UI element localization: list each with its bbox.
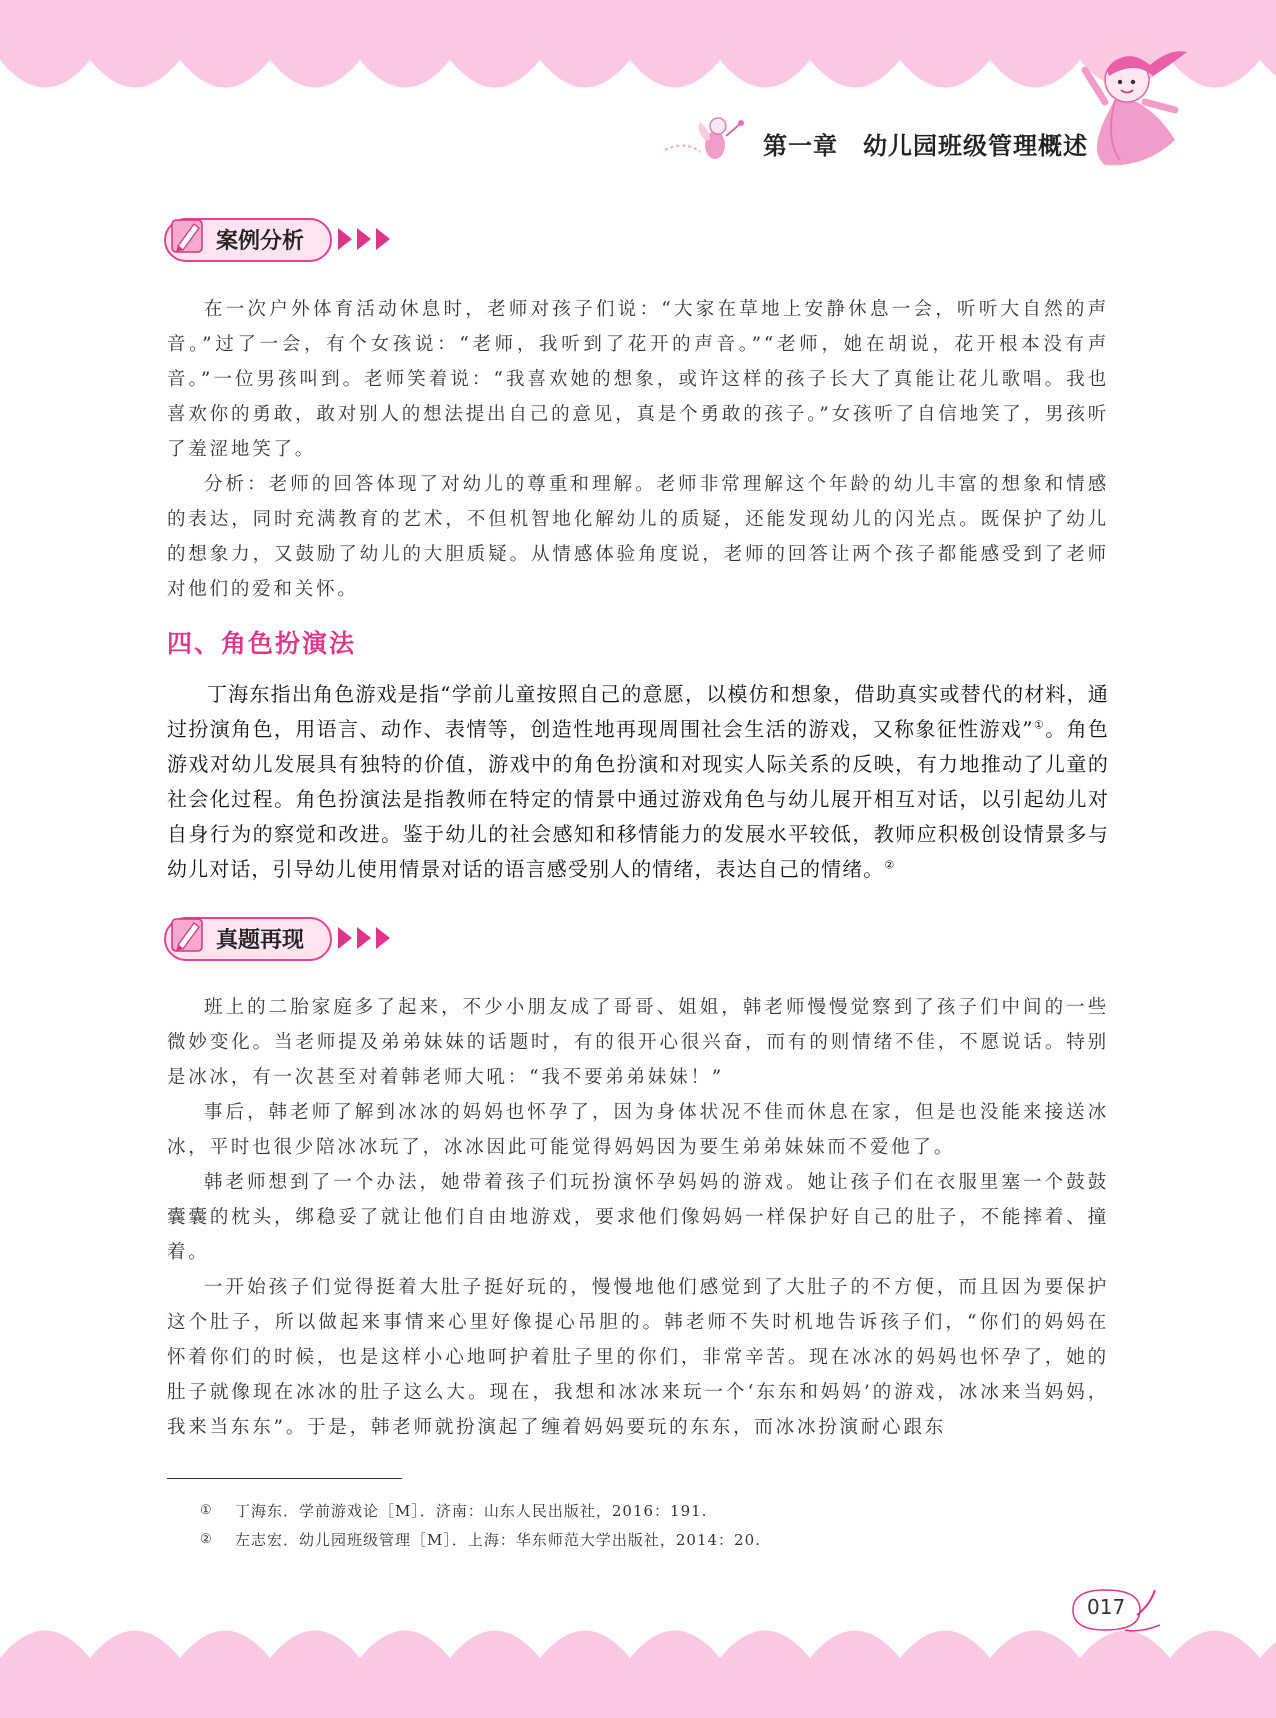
footnote-mark: ② [200, 1532, 213, 1547]
section-heading-role-play: 四、角色扮演法 [167, 629, 357, 658]
exam-question-text [167, 990, 1109, 1445]
footnote-divider [167, 1478, 402, 1479]
triple-arrow-icon [338, 226, 392, 252]
exam-paragraph: 事后，韩老师了解到冰冰的妈妈也怀孕了，因为身体状况不佳而休息在家，但是也没能来接送冰冰，平时也很少陪冰冰玩了，冰冰因此可能觉得妈妈因为要生弟弟妹妹而不爱他了。 [167, 1102, 1109, 1158]
footnote-ref-1[interactable]: ① [1033, 718, 1046, 732]
footnote-mark: ① [200, 1503, 213, 1518]
case-analysis-badge [164, 218, 414, 264]
role-play-text [167, 677, 1109, 887]
badge-label: 真题再现 [216, 928, 305, 953]
footnote-item [200, 1529, 1000, 1558]
role-play-text-part1: 丁海东指出角色游戏是指“学前儿童按照自己的意愿，以模仿和想象，借助真实或替代的材料，通过扮演角色，用语言、动作、表情等，创造性地再现周围社会生活的游戏，又称象征性游戏” [167, 682, 1109, 741]
exam-paragraph: 韩老师想到了一个办法，她带着孩子们玩扮演怀孕妈妈的游戏。她让孩子们在衣服里塞一个鼓鼓囊囊的枕头，绑稳妥了就让他们自由地游戏，要求他们像妈妈一样保护好自己的肚子，不能摔着、撞着。 [167, 1172, 1109, 1263]
chapter-title: 第一章 幼儿园班级管理概述 [763, 132, 1088, 160]
analysis-paragraph: 分析：老师的回答体现了对幼儿的尊重和理解。老师非常理解这个年龄的幼儿丰富的想象和情感的表达，同时充满教育的艺术，不但机智地化解幼儿的质疑，还能发现幼儿的闪光点。既保护了幼儿的想象力，又鼓励了幼儿的大胆质疑。从情感体验角度说，老师的回答让两个孩子都能感受到了老师对他们的爱和关怀。 [167, 474, 1109, 600]
exam-paragraph: 一开始孩子们觉得挺着大肚子挺好玩的，慢慢地他们感觉到了大肚子的不方便，而且因为要保护这个肚子，所以做起来事情来心里好像提心吊胆的。韩老师不失时机地告诉孩子们，“你们的妈妈在怀着你们的时候，也是这样小心地呵护着肚子里的你们，非常辛苦。现在冰冰的妈妈也怀孕了，她的肚子就像现在冰冰的肚子这么大。现在，我想和冰冰来玩一个‘东东和妈妈’的游戏，冰冰来当妈妈，我来当东东”。于是，韩老师就扮演起了缠着妈妈要玩的东东，而冰冰扮演耐心跟东 [167, 1277, 1109, 1438]
footnote-text: 左志宏．幼儿园班级管理［M］．上海：华东师范大学出版社，2014：20. [235, 1531, 761, 1549]
page-number: 017 [1087, 1595, 1126, 1619]
role-play-paragraph [167, 677, 1109, 887]
footnote-item [200, 1500, 1000, 1529]
small-fairy-illustration [660, 110, 750, 170]
pencil-icon [168, 909, 208, 959]
role-play-text-part2: 。角色游戏对幼儿发展具有独特的价值，游戏中的角色扮演和对现实人际关系的反映，有力地推动了儿童的社会化过程。角色扮演法是指教师在特定的情景中通过游戏角色与幼儿展开相互对话，以引起幼儿对自身行为的察觉和改进。鉴于幼儿的社会感知和移情能力的发展水平较低，教师应积极创设情景多与幼儿对话，引导幼儿使用情景对话的语言感受别人的情绪，表达自己的情绪。 [167, 717, 1109, 881]
footnote-text: 丁海东．学前游戏论［M］．济南：山东人民出版社，2016：191. [235, 1502, 708, 1520]
page-number-frame [1065, 1585, 1165, 1635]
footnote-ref-2[interactable]: ② [884, 858, 896, 872]
exam-question-badge [164, 917, 414, 963]
triple-arrow-icon [338, 925, 392, 951]
case-paragraph: 在一次户外体育活动休息时，老师对孩子们说：“大家在草地上安静休息一会，听听大自然的声音。”过了一会，有个女孩说：“老师，我听到了花开的声音。”“老师，她在胡说，花开根本没有声音。”一位男孩叫到。老师笑着说：“我喜欢她的想象，或许这样的孩子长大了真能让花儿歌唱。我也喜欢你的勇敢，敢对别人的想法提出自己的意见，真是个勇敢的孩子。”女孩听了自信地笑了，男孩听了羞涩地笑了。 [167, 299, 1109, 460]
pencil-icon [168, 210, 208, 260]
footnotes [200, 1500, 1000, 1558]
fairy-girl-illustration [1075, 40, 1195, 170]
exam-paragraph: 班上的二胎家庭多了起来，不少小朋友成了哥哥、姐姐，韩老师慢慢觉察到了孩子们中间的一些微妙变化。当老师提及弟弟妹妹的话题时，有的很开心很兴奋，而有的则情绪不佳，不愿说话。特别是冰冰，有一次甚至对着韩老师大吼：“我不要弟弟妹妹！” [167, 997, 1109, 1088]
badge-label: 案例分析 [216, 229, 305, 254]
case-analysis-text [167, 292, 1109, 607]
